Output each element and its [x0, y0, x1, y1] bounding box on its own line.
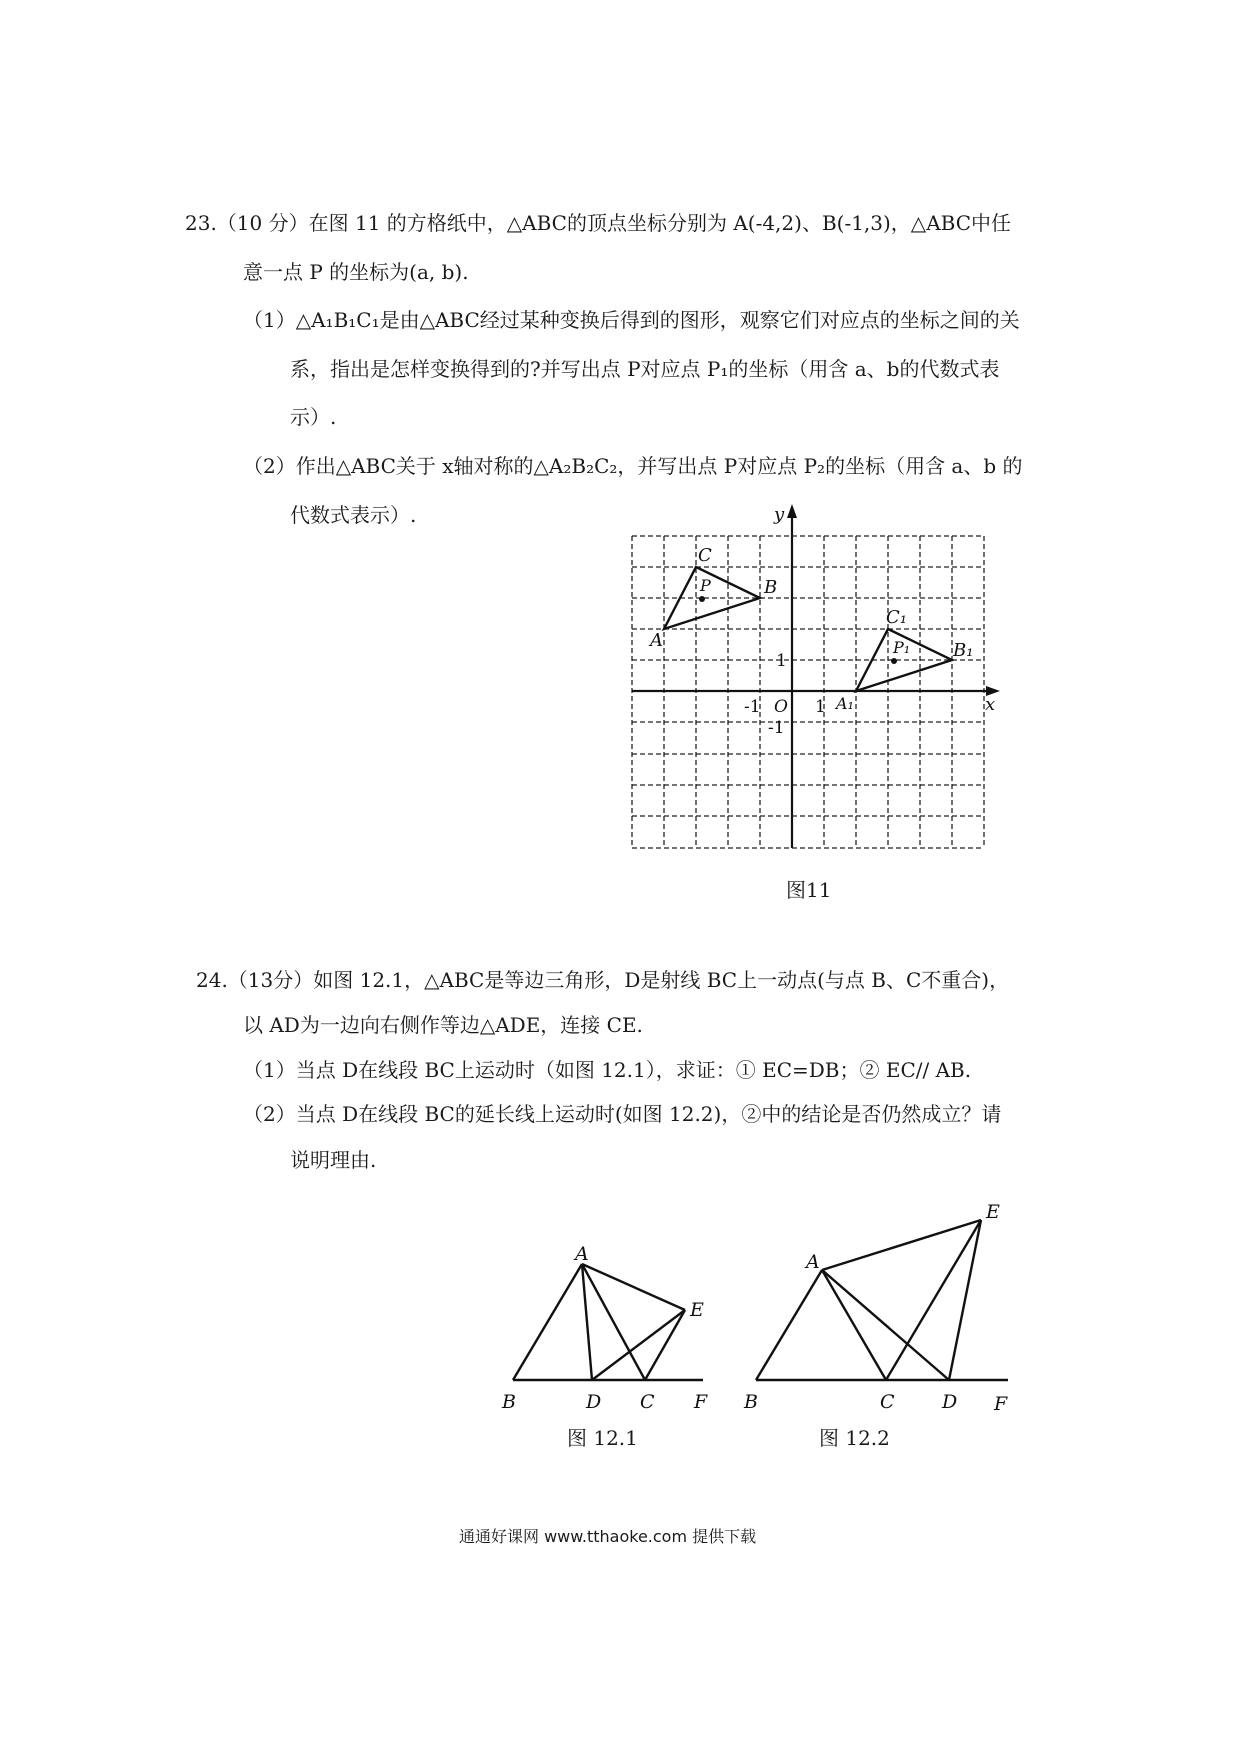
label-tick-neg1-y: -1: [768, 718, 785, 738]
figure-11-grid: [620, 500, 1020, 860]
label-y-axis: y: [774, 504, 785, 525]
label-c1: C₁: [886, 607, 907, 628]
q23-part1-line-1: （1）△A₁B₁C₁是由△ABC经过某种变换后得到的图形，观察它们对应点的坐标之间的关: [243, 308, 1020, 332]
label-c: C: [640, 1391, 655, 1413]
label-c: C: [698, 545, 712, 566]
figure-12-2: [740, 1195, 1020, 1420]
segment-ae: [582, 1264, 685, 1310]
label-a: A: [650, 630, 663, 651]
label-f: F: [994, 1393, 1008, 1415]
figure-12-1-caption: 图 12.1: [567, 1426, 638, 1450]
label-e: E: [986, 1201, 1000, 1223]
label-a: A: [575, 1243, 589, 1265]
segment-ce: [645, 1310, 685, 1380]
label-tick-1-x: 1: [815, 697, 826, 717]
label-b1: B₁: [953, 640, 974, 661]
segment-ab: [756, 1270, 822, 1380]
label-a: A: [806, 1251, 820, 1273]
label-x-axis: x: [985, 694, 996, 715]
q24-part2-line-1: （2）当点 D在线段 BC的延长线上运动时(如图 12.2)，②中的结论是否仍然成立？请: [243, 1102, 1002, 1126]
segment-ad: [822, 1270, 949, 1380]
q24-line-2: 以 AD为一边向右侧作等边△ADE，连接 CE.: [243, 1013, 643, 1037]
point-p: [699, 596, 705, 602]
segment-ce: [886, 1220, 981, 1380]
label-e: E: [690, 1299, 704, 1321]
label-b: B: [502, 1391, 516, 1413]
label-b: B: [764, 577, 778, 598]
q23-line-2: 意一点 P 的坐标为(a, b).: [243, 260, 469, 284]
label-tick-neg1-x: -1: [744, 697, 761, 717]
label-tick-1-y: 1: [776, 651, 787, 671]
label-d: D: [586, 1391, 602, 1413]
label-a1: A₁: [836, 694, 854, 713]
segment-ac: [822, 1270, 886, 1380]
point-p1: [891, 658, 897, 664]
figure-12-1: [490, 1240, 720, 1420]
y-axis-arrow: [787, 504, 797, 518]
segment-ab: [513, 1264, 582, 1380]
label-origin: O: [774, 697, 788, 717]
label-p: P: [700, 576, 711, 595]
q23-line-1: 23.（10 分）在图 11 的方格纸中，△ABC的顶点坐标分别为 A(-4,2)、B(-1,3)，△ABC中任: [185, 211, 1012, 235]
q23-part2-line-1: （2）作出△ABC关于 x轴对称的△A₂B₂C₂，并写出点 P对应点 P₂的坐标（用含 a、b 的: [243, 454, 1023, 478]
label-c: C: [880, 1391, 895, 1413]
q24-part1: （1）当点 D在线段 BC上运动时（如图 12.1），求证：① EC=DB；② EC// AB.: [243, 1058, 972, 1082]
figure-11-caption: 图11: [786, 878, 832, 902]
label-f: F: [694, 1391, 708, 1413]
q24-line-1: 24.（13分）如图 12.1，△ABC是等边三角形，D是射线 BC上一动点(与点 B、C不重合)，: [196, 968, 1010, 992]
label-b: B: [744, 1391, 758, 1413]
page-footer: 通通好课网 www.tthaoke.com 提供下载: [459, 1527, 757, 1546]
q23-part1-line-2: 系，指出是怎样变换得到的?并写出点 P对应点 P₁的坐标（用含 a、b的代数式表: [290, 357, 1000, 381]
q23-part2-line-2: 代数式表示）.: [290, 503, 417, 527]
segment-de: [949, 1220, 981, 1380]
figure-12-2-caption: 图 12.2: [819, 1426, 890, 1450]
q23-part1-line-3: 示）.: [290, 405, 337, 429]
q24-part2-line-2: 说明理由.: [290, 1148, 377, 1172]
label-p1: P₁: [893, 638, 911, 657]
label-d: D: [942, 1391, 958, 1413]
